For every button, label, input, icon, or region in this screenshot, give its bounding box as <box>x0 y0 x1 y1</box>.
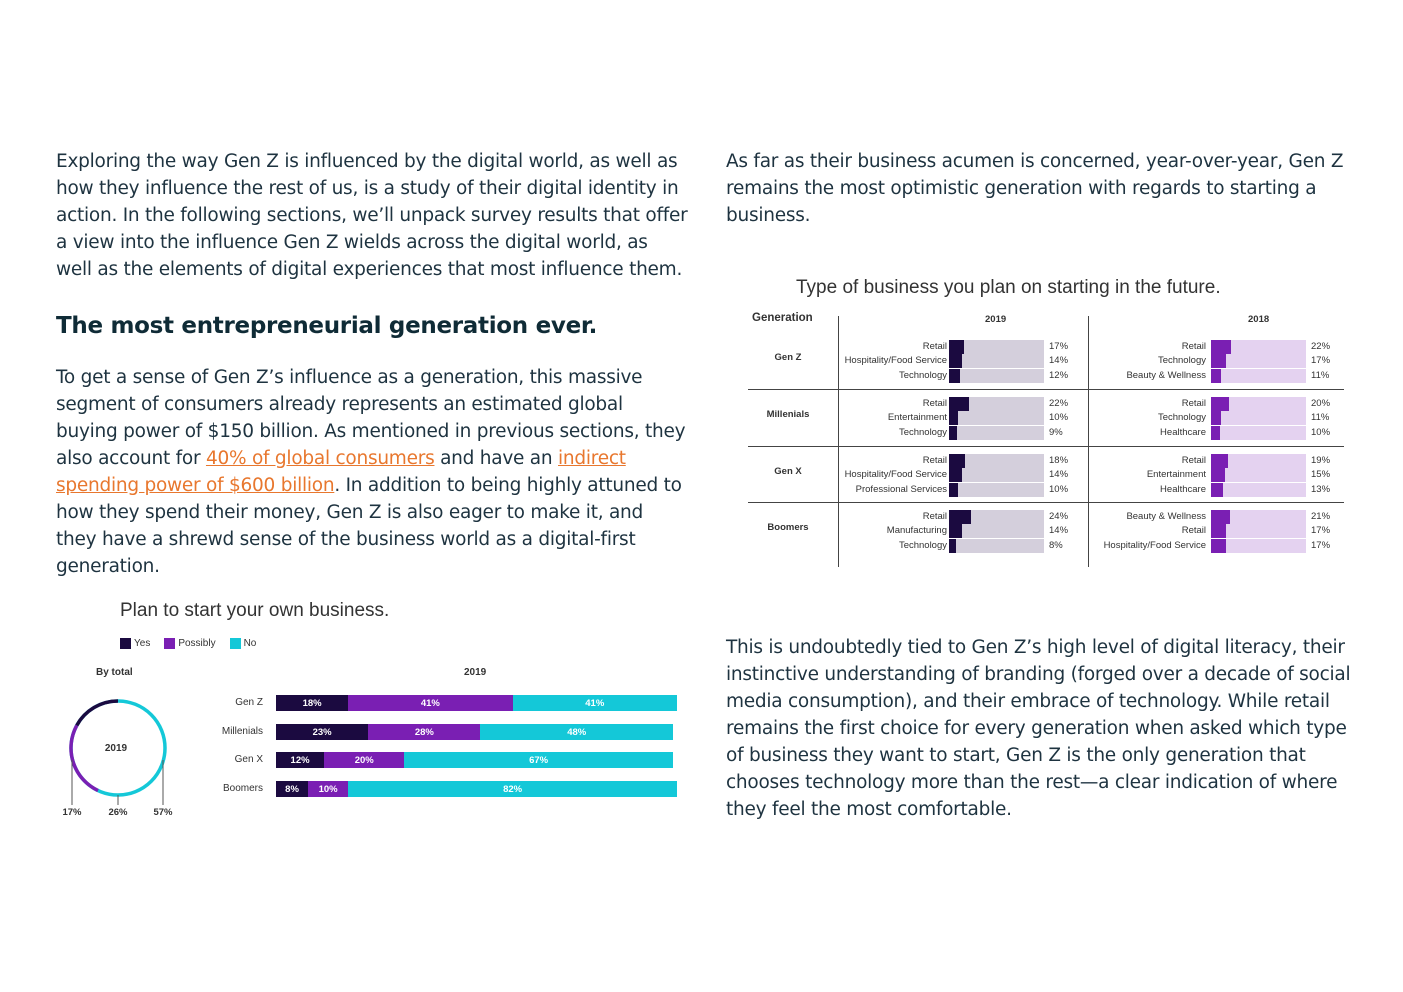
bar-fill <box>949 354 962 368</box>
bar-segment-possibly: 41% <box>348 695 512 711</box>
percent-label: 11% <box>1311 369 1330 381</box>
generation-label: Boomers <box>767 522 809 533</box>
percent-label: 17% <box>1311 539 1331 551</box>
bar-track <box>1211 539 1306 553</box>
category-label: Hospitality/Food Service <box>844 355 947 367</box>
right-intro-paragraph: As far as their business acumen is concerned, year-over-year, Gen Z remains the most optimistic generation with regards to starting a business. <box>726 151 1344 226</box>
category-label: Hospitality/Food Service <box>1103 539 1206 551</box>
category-label: Technology <box>898 539 947 551</box>
category-label: Retail <box>922 341 947 352</box>
category-label: Retail <box>1181 398 1206 409</box>
bar-track <box>1211 454 1306 468</box>
bar-track <box>949 454 1044 468</box>
bar-fill <box>949 524 962 538</box>
percent-label: 17% <box>1311 355 1331 367</box>
bar-fill <box>949 454 965 468</box>
section-heading: The most entrepreneurial generation ever. <box>56 313 598 339</box>
plan-row-millenials <box>186 724 677 740</box>
legend-item-possibly <box>164 638 215 649</box>
percent-label: 14% <box>1049 355 1069 367</box>
right-outro-paragraph: This is undoubtedly tied to Gen Z’s high level of digital literacy, their instinctive understanding of branding (forged over a decade of social media consumption), and their embrace of technology. While retail remains the first choice for every generation when asked which type of business they want to start, Gen Z is the only generation that chooses technology more than the rest—a clear indication of where they feel the most comfortable. <box>726 637 1351 820</box>
bar-fill <box>1211 397 1229 411</box>
percent-label: 20% <box>1311 398 1331 409</box>
stacked-bar <box>276 781 677 797</box>
bar-track <box>1211 340 1306 354</box>
percent-label: 22% <box>1311 341 1331 352</box>
stacked-bar <box>276 724 677 740</box>
category-label: Technology <box>898 369 947 381</box>
generation-label: Gen X <box>774 466 802 477</box>
row-label: Gen Z <box>235 697 263 708</box>
category-label: Professional Services <box>855 483 947 495</box>
bar-track <box>1211 411 1306 425</box>
percent-label: 10% <box>1049 483 1069 495</box>
bar-fill <box>949 369 960 383</box>
bar-fill <box>1211 369 1221 383</box>
bar-segment-yes: 8% <box>276 781 308 797</box>
stacked-bar <box>276 695 677 711</box>
legend-label: Yes <box>134 638 151 649</box>
category-label: Retail <box>1181 525 1206 537</box>
percent-label: 14% <box>1049 469 1069 481</box>
category-label: Healthcare <box>1160 426 1206 438</box>
bar-track <box>1211 354 1306 368</box>
column-divider <box>1088 316 1089 567</box>
category-label: Entertainment <box>887 412 947 424</box>
bar-segment-no: 67% <box>404 752 673 768</box>
donut-label-no: 57% <box>153 807 173 818</box>
legend-swatch-possibly <box>164 638 175 649</box>
category-label: Retail <box>922 455 947 466</box>
bar-fill <box>949 340 964 354</box>
category-label: Hospitality/Food Service <box>844 469 947 481</box>
bar-track <box>1211 369 1306 383</box>
bar-segment-yes: 18% <box>276 695 348 711</box>
bar-track <box>949 354 1044 368</box>
by-total-label: By total <box>96 667 133 678</box>
bar-track <box>949 524 1044 538</box>
legend-swatch-yes <box>120 638 131 649</box>
category-label: Beauty & Wellness <box>1126 369 1206 381</box>
bar-segment-possibly: 28% <box>368 724 480 740</box>
bar-fill <box>949 483 958 497</box>
legend-swatch-no <box>230 638 241 649</box>
category-label: Technology <box>1157 355 1206 367</box>
bar-fill <box>949 426 957 440</box>
column-divider <box>838 316 839 567</box>
plan-row-gen-x <box>186 752 677 768</box>
chart-title: Plan to start your own business. <box>120 600 390 621</box>
body-text-2: and have an <box>434 448 558 469</box>
category-label: Retail <box>1181 455 1206 466</box>
category-label: Manufacturing <box>886 525 947 537</box>
category-label: Technology <box>1157 412 1206 424</box>
bar-track <box>1211 426 1306 440</box>
legend-item-yes <box>120 638 150 649</box>
percent-label: 18% <box>1049 455 1069 466</box>
donut-center-label: 2019 <box>104 743 128 754</box>
bar-fill <box>1211 524 1226 538</box>
bar-track <box>1211 510 1306 524</box>
percent-label: 17% <box>1311 525 1331 537</box>
percent-label: 8% <box>1049 539 1063 551</box>
bar-track <box>949 426 1044 440</box>
category-label: Beauty & Wellness <box>1126 511 1206 522</box>
bar-track <box>949 483 1044 497</box>
category-label: Retail <box>922 398 947 409</box>
percent-label: 12% <box>1049 369 1069 381</box>
bar-fill <box>949 411 958 425</box>
intro-paragraph: Exploring the way Gen Z is influenced by the digital world, as well as how they influence the rest of us, is a study of their digital identity in action. In the following sections, we’ll unpack survey results that offer a view into the influence Gen Z wields across the digital world, as well as the elements of digital experiences that most influence them. <box>56 151 688 280</box>
year-header-2018: 2018 <box>1248 314 1270 325</box>
percent-label: 13% <box>1311 483 1331 495</box>
donut-arc-yes <box>77 701 118 725</box>
bar-fill <box>1211 539 1226 553</box>
row-divider <box>748 446 1344 447</box>
body-paragraph <box>56 364 688 580</box>
chart-legend <box>120 638 256 649</box>
bar-fill <box>949 468 962 482</box>
category-label: Entertainment <box>1146 469 1206 481</box>
category-label: Retail <box>922 511 947 522</box>
bar-segment-yes: 12% <box>276 752 324 768</box>
percent-label: 15% <box>1311 469 1331 481</box>
percent-label: 9% <box>1049 426 1063 438</box>
generation-label: Millenials <box>766 409 810 420</box>
bar-fill <box>1211 468 1225 482</box>
bar-fill <box>1211 411 1221 425</box>
category-label: Technology <box>898 426 947 438</box>
bar-track <box>949 510 1044 524</box>
business-type-chart <box>746 272 1356 570</box>
bar-track <box>949 468 1044 482</box>
bar-segment-no: 41% <box>513 695 677 711</box>
spending-power-link[interactable]: indirect spending power of $600 billion <box>56 448 626 496</box>
percent-label: 11% <box>1311 412 1330 424</box>
legend-label: No <box>243 638 257 649</box>
global-consumers-link[interactable]: 40% of global consumers <box>205 448 435 469</box>
bar-fill <box>1211 426 1220 440</box>
category-label: Healthcare <box>1160 483 1206 495</box>
bar-segment-possibly: 20% <box>324 752 404 768</box>
category-label: Retail <box>1181 341 1206 352</box>
bar-track <box>949 340 1044 354</box>
plan-business-chart <box>56 595 686 830</box>
bar-segment-no: 48% <box>480 724 672 740</box>
percent-label: 21% <box>1311 511 1331 522</box>
stacked-bar <box>276 752 677 768</box>
donut-arc-possibly <box>71 725 98 790</box>
bar-track <box>949 539 1044 553</box>
percent-label: 24% <box>1049 511 1069 522</box>
percent-label: 14% <box>1049 525 1069 537</box>
percent-label: 10% <box>1049 412 1069 424</box>
generation-header: Generation <box>752 312 813 324</box>
bar-fill <box>1211 354 1226 368</box>
row-label: Millenials <box>221 726 263 737</box>
row-label: Boomers <box>222 783 263 794</box>
bar-track <box>1211 397 1306 411</box>
percent-label: 19% <box>1311 455 1331 466</box>
bar-fill <box>949 539 956 553</box>
legend-label: Possibly <box>178 638 216 649</box>
bar-segment-yes: 23% <box>276 724 368 740</box>
donut-label-yes: 17% <box>62 807 82 818</box>
percent-label: 17% <box>1049 341 1069 352</box>
percent-label: 22% <box>1049 398 1069 409</box>
year-label: 2019 <box>464 667 487 678</box>
percent-label: 10% <box>1311 426 1331 438</box>
bar-fill <box>949 397 969 411</box>
bar-fill <box>1211 510 1230 524</box>
generation-label: Gen Z <box>774 352 802 363</box>
donut-label-possibly: 26% <box>108 807 128 818</box>
bar-fill <box>1211 483 1223 497</box>
chart-title: Type of business you plan on starting in the future. <box>796 277 1221 298</box>
legend-item-no <box>230 638 257 649</box>
bar-track <box>1211 483 1306 497</box>
bar-fill <box>949 510 971 524</box>
bar-track <box>949 369 1044 383</box>
year-header-2019: 2019 <box>985 314 1007 325</box>
row-divider <box>748 389 1344 390</box>
bar-track <box>1211 468 1306 482</box>
bar-track <box>949 411 1044 425</box>
body-text-1: To get a sense of Gen Z’s influence as a generation, this massive segment of consumers already represents an estimated global buying power of $150 billion. As mentioned in previous sections, they also account for <box>56 367 686 469</box>
bar-segment-no: 82% <box>348 781 677 797</box>
bar-segment-possibly: 10% <box>308 781 348 797</box>
donut-chart <box>56 685 186 825</box>
plan-row-gen-z <box>186 695 677 711</box>
bar-track <box>949 397 1044 411</box>
bar-fill <box>1211 454 1228 468</box>
bar-track <box>1211 524 1306 538</box>
row-label: Gen X <box>234 754 263 765</box>
bar-fill <box>1211 340 1231 354</box>
row-divider <box>748 502 1344 503</box>
body-text-3: . In addition to being highly attuned to how they spend their money, Gen Z is also eager to make it, and they have a shrewd sense of the business world as a digital-first generation. <box>56 475 682 577</box>
plan-row-boomers <box>186 781 677 797</box>
